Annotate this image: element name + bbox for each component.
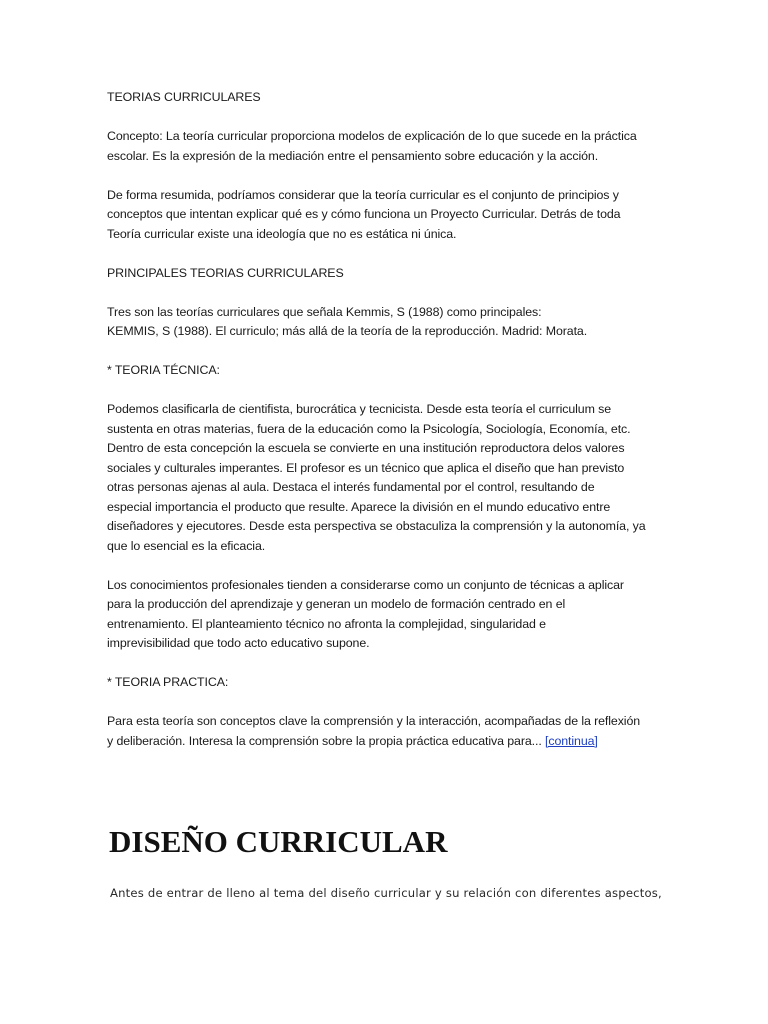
text-line [107,732,667,752]
section-title: DISEÑO CURRICULAR [109,824,448,859]
text-line: Teoría curricular existe una ideología que no es estática ni única. [107,226,457,241]
tecnica-paragraph [107,400,667,556]
text-line: entrenamiento. El planteamiento técnico no afronta la complejidad, singularidad e [107,616,546,631]
text-line: Dentro de esta concepción la escuela se convierte en una institución reproductora delos valores [107,441,625,455]
text-line: De forma resumida, podríamos considerar que la teoría curricular es el conjunto de principios y [107,187,619,202]
text-line: diseñadores y ejecutores. Desde esta perspectiva se obstaculiza la comprensión y la autonomía, ya [107,519,646,533]
text-line: Concepto: La teoría curricular proporciona modelos de explicación de lo que sucede en la práctica [107,129,637,143]
text-line: imprevisibilidad que todo acto educativo supone. [107,636,370,650]
text-line: sustenta en otras materias, fuera de la educación como la Psicología, Sociología, Economía, etc. [107,421,631,436]
conocimientos-paragraph [107,576,667,654]
tecnica-heading: * TEORIA TÉCNICA: [107,363,220,377]
text-segment: y deliberación. Interesa la comprensión sobre la propia práctica educativa para... [107,733,546,748]
text-line: para la producción del aprendizaje y generan un modelo de formación centrado en el [107,597,566,611]
continue-link[interactable]: [continua] [545,733,598,748]
practica-heading: * TEORIA PRACTICA: [107,675,229,689]
text-line: Tres son las teorías curriculares que señala Kemmis, S (1988) como principales: [107,304,542,319]
intro-text: Antes de entrar de lleno al tema del diseño curricular y su relación con diferentes aspectos, [110,886,662,900]
document-body [107,88,667,751]
text-line: Los conocimientos profesionales tienden a considerarse como un conjunto de técnicas a aplicar [107,577,624,592]
text-line: escolar. Es la expresión de la mediación entre el pensamiento sobre educación y la acción. [107,148,599,163]
kemmis-paragraph [107,303,667,342]
text-line: especial importancia el producto que resulte. Aparece la división en el mundo educativo entre [107,499,611,514]
summary-paragraph [107,186,667,245]
text-line: Podemos clasificarla de cientifista, burocrática y tecnicista. Desde esta teoría el curriculum se [107,402,612,416]
text-line: Para esta teoría son conceptos clave la comprensión y la interacción, acompañadas de la reflexión [107,714,641,728]
text-line: conceptos que intentan explicar qué es y cómo funciona un Proyecto Curricular. Detrás de toda [107,207,621,221]
document-heading: TEORIAS CURRICULARES [107,90,261,104]
concept-paragraph [107,127,667,166]
practica-paragraph [107,712,667,751]
text-line: KEMMIS, S (1988). El curriculo; más allá de la teoría de la reproducción. Madrid: Morata. [107,324,588,338]
principal-heading: PRINCIPALES TEORIAS CURRICULARES [107,265,344,280]
text-line: otras personas ajenas al aula. Destaca el interés fundamental por el control, resultando de [107,480,595,494]
text-line: sociales y culturales imperantes. El profesor es un técnico que aplica el diseño que han previsto [107,460,625,475]
text-line: que lo esencial es la eficacia. [107,538,266,553]
